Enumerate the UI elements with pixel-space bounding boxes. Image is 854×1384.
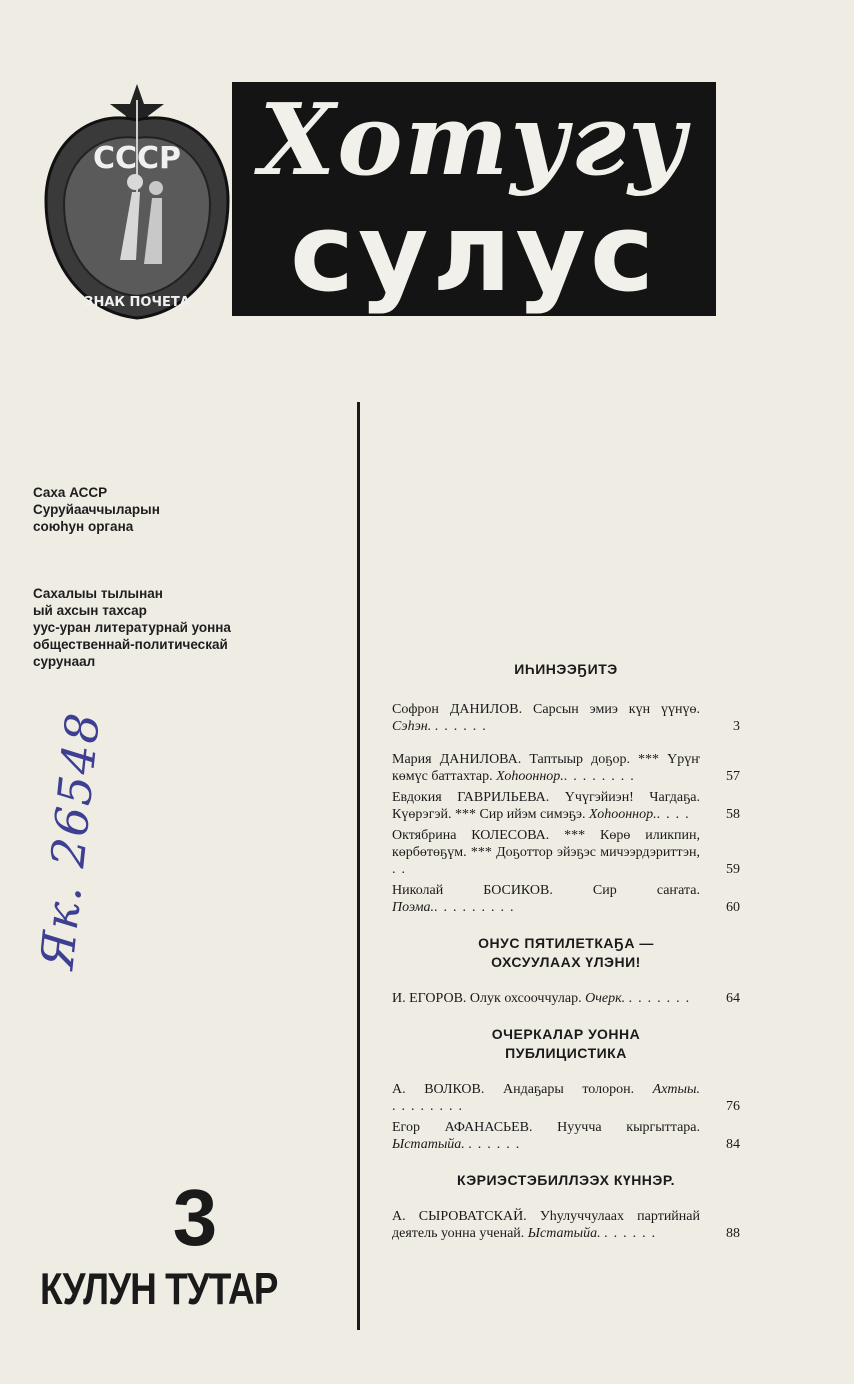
- toc-entry[interactable]: А. ВОЛКОВ. Андаҕары толорон. Ахтыы. ........ 76: [392, 1082, 740, 1114]
- magazine-masthead: [232, 82, 716, 316]
- toc-entry[interactable]: Мария ДАНИЛОВА. Таптыыр доҕор. *** Үрүҥ көмүс баттахтар. Хоһооннор......... 57: [392, 752, 740, 784]
- entry-text: Егор АФАНАСЬЕВ. Нууччa кыргыттара.: [392, 1120, 700, 1135]
- emblem-bottom-text: ЗНАК ПОЧЕТА: [84, 295, 190, 310]
- entry-text: Мария ДАНИЛОВА. Таптыыр доҕор. *** Үрүҥ көмүс баттахтар.: [392, 752, 700, 784]
- entry-text: И. ЕГОРОВ. Олук охсооччулар.: [392, 991, 582, 1006]
- entry-page: 88: [726, 1226, 740, 1241]
- entry-work-type: Поэма.: [392, 900, 434, 915]
- description-line: сурунаал: [33, 654, 96, 669]
- organ-line: Суруйааччыларын: [33, 502, 160, 517]
- entry-text: Софрон ДАНИЛОВ. Сарсын эмиэ күн үүнүө.: [392, 702, 700, 717]
- section-title: ОЧЕРКАЛАР УОННА ПУБЛИЦИСТИКА: [491, 1026, 641, 1061]
- issue-number: 3: [172, 1173, 218, 1262]
- organ-line: Саха АССР: [33, 485, 108, 500]
- issue-month: КУЛУН ТУТАР: [40, 1264, 278, 1314]
- stamp-text: Як. 26548: [29, 708, 111, 972]
- entry-work-type: Очерк.: [585, 991, 626, 1006]
- entry-work-type: Ахтыы.: [652, 1082, 700, 1097]
- entry-page: 64: [726, 991, 740, 1006]
- section-title: КЭРИЭСТЭБИЛЛЭЭХ КҮННЭР.: [456, 1172, 676, 1188]
- entry-page: 57: [726, 769, 740, 784]
- section-title: ОНУС ПЯТИЛЕТКАҔА — ОХСУУЛААХ ҮЛЭНИ!: [478, 935, 654, 970]
- toc-entry[interactable]: И. ЕГОРОВ. Олук охсооччулар. Очерк. ....... 64: [392, 991, 740, 1006]
- entry-text: Евдокия ГАВРИЛЬЕВА. Үчүгэйиэн! Чагдаҕа. Күөрэгэй. *** Сир ийэм симэҕэ.: [392, 790, 700, 822]
- entry-text: А. СЫРОВАТСКАЙ. Уһулуччулаах партийнай деятель уонна ученай.: [392, 1209, 700, 1241]
- entry-text: Николай БОСИКОВ. Сир саҥата.: [392, 883, 700, 898]
- entry-work-type: Хоһооннор.: [496, 769, 564, 784]
- entry-work-type: Ыстатыйа.: [527, 1226, 601, 1241]
- column-divider: [357, 402, 360, 1330]
- masthead-title-line1: Хотугу: [259, 83, 689, 198]
- entry-work-type: Сэһэн.: [392, 719, 432, 734]
- medal-icon: [40, 80, 235, 325]
- toc-entry[interactable]: Егор АФАНАСЬЕВ. Нууччa кыргыттара. Ыстатыйа. ...... 84: [392, 1120, 740, 1152]
- toc-entry[interactable]: Евдокия ГАВРИЛЬЕВА. Үчүгэйиэн! Чагдаҕа. Күөрэгэй. *** Сир ийэм симэҕэ. Хоһооннор..... 58: [392, 790, 740, 822]
- description-line: ый ахсын тахсар: [33, 603, 147, 618]
- emblem-top-text: СССР: [92, 141, 182, 176]
- entry-page: 84: [726, 1137, 740, 1152]
- entry-page: 58: [726, 807, 740, 822]
- toc-entry[interactable]: Николай БОСИКОВ. Сир саҥата. Поэма.......... 60: [392, 883, 740, 915]
- entry-text: А. ВОЛКОВ. Андаҕары толорон.: [392, 1082, 635, 1097]
- description-line: уус-уран литературнай уонна: [33, 620, 231, 635]
- toc-entry[interactable]: Октябрина КОЛЕСОВА. *** Көрө иликпин, көрбөтөҕүм. *** Доҕоттор эйэҕэс мичээрдэриттэн, .. 59: [392, 828, 740, 877]
- description-line: Сахалыы тылынан: [33, 586, 163, 601]
- handwritten-library-stamp: [30, 705, 110, 975]
- entry-work-type: Ыстатыйа.: [392, 1137, 465, 1152]
- badge-of-honor-emblem: [40, 80, 235, 325]
- journal-description-block: [33, 585, 333, 670]
- section-title: ИҺИНЭЭҔИТЭ: [514, 661, 618, 677]
- description-line: общественнай-политическай: [33, 637, 228, 652]
- table-of-contents: [392, 660, 740, 1242]
- entry-page: 76: [726, 1099, 740, 1114]
- entry-text: Октябрина КОЛЕСОВА. *** Көрө иликпин, көрбөтөҕүм. *** Доҕоттор эйэҕэс мичээрдэриттэн,: [392, 828, 700, 860]
- toc-entry[interactable]: Софрон ДАНИЛОВ. Сарсын эмиэ күн үүнүө. Сэһэн. ...... 3: [392, 702, 740, 734]
- organ-line: союһун органа: [33, 519, 134, 534]
- entry-work-type: Хоһооннор.: [588, 807, 657, 822]
- toc-entry[interactable]: А. СЫРОВАТСКАЙ. Уһулуччулаах партийнай деятель уонна ученай. Ыстатыйа. ...... 88: [392, 1209, 740, 1241]
- entry-page: 3: [733, 719, 740, 734]
- entry-page: 59: [726, 862, 740, 877]
- publisher-organ-block: [33, 484, 333, 535]
- entry-page: 60: [726, 900, 740, 915]
- masthead-title-line2: сулус: [290, 191, 658, 316]
